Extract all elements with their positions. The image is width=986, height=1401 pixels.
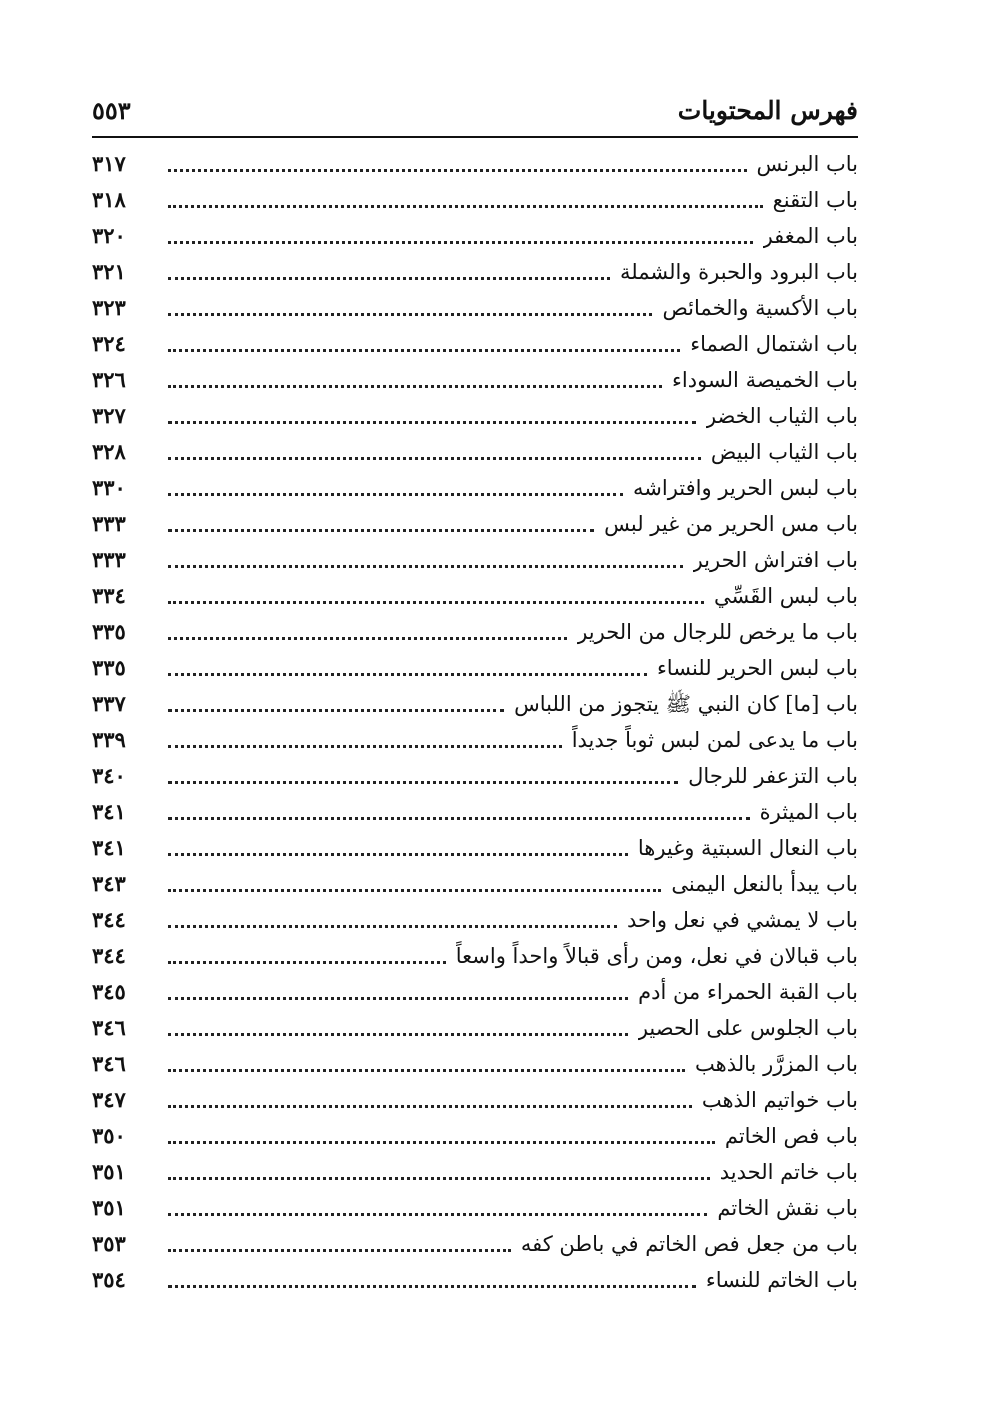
dot-leader [168, 529, 594, 532]
toc-entry-page: ٣٣٧ [92, 691, 126, 716]
dot-leader [168, 1033, 628, 1036]
dot-leader [168, 1069, 685, 1072]
toc-entry-title: باب المغفر [762, 224, 858, 248]
toc-entry-page: ٣٤١ [92, 835, 126, 860]
toc-entry-page: ٣٥١ [92, 1195, 126, 1220]
toc-entry-page: ٣٣٩ [92, 727, 126, 752]
toc-entry [92, 686, 858, 722]
toc-entry-page: ٣٣٣ [92, 547, 126, 572]
dot-leader [168, 205, 763, 208]
toc-entry-title: باب لبس الحرير للنساء [656, 656, 858, 680]
toc-entry-page: ٣٥٣ [92, 1231, 126, 1256]
toc-entry-page: ٣٣٥ [92, 619, 126, 644]
toc-entry-title: باب لبس الحرير وافتراشه [633, 476, 858, 500]
dot-leader [168, 241, 753, 244]
toc-entry-title: باب فص الخاتم [724, 1124, 858, 1148]
toc-entry [92, 218, 858, 254]
dot-leader [168, 565, 683, 568]
toc-entry [92, 1046, 858, 1082]
toc-entry-page: ٣٣٤ [92, 583, 126, 608]
toc-entry-title: باب المزرَّر بالذهب [695, 1052, 858, 1076]
dot-leader [168, 169, 747, 172]
toc-entry [92, 326, 858, 362]
toc-entry-title: باب الأكسية والخمائص [662, 296, 858, 320]
toc-entry [92, 1010, 858, 1046]
toc-entry [92, 1082, 858, 1118]
dot-leader [168, 781, 678, 784]
toc-entry-title: باب لا يمشي في نعل واحد [627, 908, 858, 932]
toc-entry [92, 722, 858, 758]
toc-entry-page: ٣٢٣ [92, 295, 126, 320]
toc-entry-page: ٣٢٠ [92, 223, 126, 248]
toc-entry-title: باب التزعفر للرجال [688, 764, 858, 788]
dot-leader [168, 637, 567, 640]
toc-entry-title: باب الثياب البيض [710, 440, 858, 464]
toc-entry-title: باب ما يرخص للرجال من الحرير [577, 620, 858, 644]
toc-entry-page: ٣٢٦ [92, 367, 126, 392]
toc-entry-page: ٣٥١ [92, 1159, 126, 1184]
dot-leader [168, 961, 446, 964]
toc-entry-title: باب خواتيم الذهب [701, 1088, 858, 1112]
toc-entry [92, 362, 858, 398]
toc-entry-page: ٣٤٠ [92, 763, 126, 788]
toc-entry-page: ٣٥٤ [92, 1267, 126, 1292]
toc-entry [92, 794, 858, 830]
toc-entry [92, 830, 858, 866]
toc-entry-page: ٣٢٨ [92, 439, 126, 464]
toc-entry [92, 974, 858, 1010]
toc-entry-title: باب خاتم الحديد [719, 1160, 858, 1184]
toc-entry-page: ٣٤٦ [92, 1051, 126, 1076]
toc-entry-title: باب القبة الحمراء من أدم [638, 980, 858, 1004]
toc-entry-page: ٣٥٠ [92, 1123, 126, 1148]
toc-entry-title: باب لبس القَسِّي [714, 584, 858, 608]
dot-leader [168, 601, 704, 604]
dot-leader [168, 1105, 692, 1108]
toc-entry-page: ٣٢١ [92, 259, 126, 284]
toc-entry-title: باب البرنس [756, 152, 858, 176]
toc-entry [92, 1154, 858, 1190]
toc-entry-page: ٣٣٣ [92, 511, 126, 536]
toc-entry-page: ٣١٨ [92, 187, 126, 212]
dot-leader [168, 421, 696, 424]
toc-entry [92, 254, 858, 290]
toc-entry-title: باب اشتمال الصماء [690, 332, 858, 356]
toc-entry-page: ٣٤٤ [92, 943, 126, 968]
toc-entry [92, 758, 858, 794]
dot-leader [168, 925, 617, 928]
toc-entry [92, 938, 858, 974]
page-title: فهرس المحتويات [677, 96, 858, 125]
toc-entry-title: باب افتراش الحرير [692, 548, 858, 572]
dot-leader [168, 277, 610, 280]
toc-entry-title: باب الخاتم للنساء [705, 1268, 858, 1292]
toc-entry [92, 542, 858, 578]
dot-leader [168, 997, 628, 1000]
toc-entry-title: باب النعال السبتية وغيرها [637, 836, 858, 860]
dot-leader [168, 349, 680, 352]
toc-entry-title: باب من جعل فص الخاتم في باطن كفه [520, 1232, 858, 1256]
dot-leader [168, 889, 661, 892]
toc-entry [92, 1226, 858, 1262]
toc-entry [92, 650, 858, 686]
toc-entry [92, 290, 858, 326]
dot-leader [168, 853, 628, 856]
toc-entry-title: باب الثياب الخضر [705, 404, 858, 428]
header-divider [92, 136, 858, 138]
toc-entry-page: ٣٢٧ [92, 403, 126, 428]
dot-leader [168, 1249, 511, 1252]
toc-entry-title: باب الميثرة [759, 800, 858, 824]
toc-entry [92, 902, 858, 938]
toc-entry-title: باب يبدأ بالنعل اليمنى [671, 872, 858, 896]
toc-entry [92, 1190, 858, 1226]
toc-entry-page: ٣٤٧ [92, 1087, 126, 1112]
dot-leader [168, 1177, 710, 1180]
toc-entry-title: باب الجلوس على الحصير [637, 1016, 858, 1040]
toc-entry-title: باب الخميصة السوداء [672, 368, 858, 392]
dot-leader [168, 745, 562, 748]
page-number: ٥٥٣ [92, 96, 131, 125]
dot-leader [168, 709, 504, 712]
toc-entry [92, 506, 858, 542]
toc-entry-title: باب البرود والحبرة والشملة [619, 260, 858, 284]
toc-entry-page: ٣٢٤ [92, 331, 126, 356]
dot-leader [168, 385, 662, 388]
dot-leader [168, 1141, 715, 1144]
toc-entry-page: ٣١٧ [92, 151, 126, 176]
page-header [92, 92, 858, 132]
dot-leader [168, 313, 652, 316]
toc-entry [92, 866, 858, 902]
toc-entry-title: باب ما يدعى لمن لبس ثوباً جديداً [571, 728, 858, 752]
toc-entry-page: ٣٤٣ [92, 871, 126, 896]
toc-entry-title: باب قبالان في نعل، ومن رأى قبالاً واحداً واسعاً [455, 944, 858, 968]
table-of-contents [92, 146, 858, 1298]
toc-entry [92, 1262, 858, 1298]
toc-entry-page: ٣٣٠ [92, 475, 126, 500]
toc-entry-title: باب التقنع [772, 188, 858, 212]
toc-entry-page: ٣٣٥ [92, 655, 126, 680]
dot-leader [168, 673, 647, 676]
dot-leader [168, 493, 623, 496]
toc-entry [92, 578, 858, 614]
toc-entry-title: باب نقش الخاتم [717, 1196, 858, 1220]
dot-leader [168, 1285, 696, 1288]
toc-entry [92, 398, 858, 434]
toc-entry-title: باب مس الحرير من غير لبس [604, 512, 858, 536]
toc-entry [92, 1118, 858, 1154]
toc-entry [92, 182, 858, 218]
toc-entry-page: ٣٤٥ [92, 979, 126, 1004]
toc-entry-page: ٣٤٤ [92, 907, 126, 932]
dot-leader [168, 817, 750, 820]
dot-leader [168, 457, 701, 460]
toc-entry [92, 434, 858, 470]
toc-entry [92, 146, 858, 182]
toc-entry-page: ٣٤٦ [92, 1015, 126, 1040]
toc-entry [92, 470, 858, 506]
dot-leader [168, 1213, 707, 1216]
toc-entry-title: باب [ما] كان النبي ﷺ يتجوز من اللباس [514, 692, 858, 716]
toc-entry-page: ٣٤١ [92, 799, 126, 824]
toc-entry [92, 614, 858, 650]
